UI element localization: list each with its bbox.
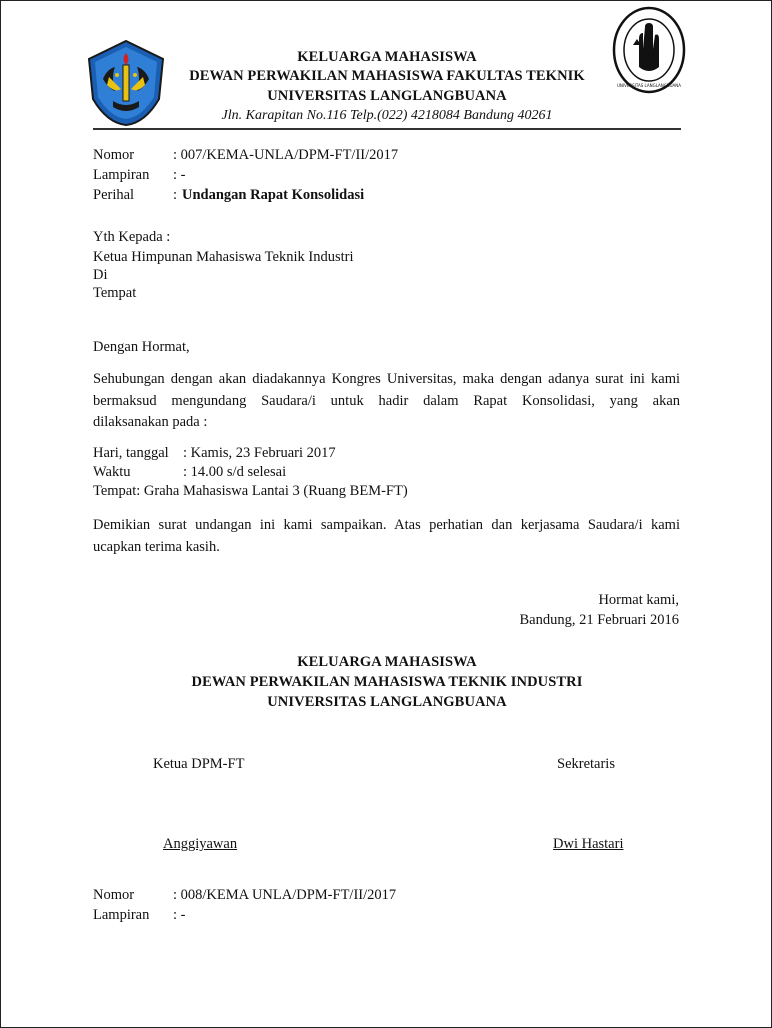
dpm-seal-logo [611,5,687,95]
org-footer-line-2: DEWAN PERWAKILAN MAHASISWA TEKNIK INDUSTRI [191,674,583,690]
next-nomor-label: Nomor [93,887,135,903]
header-line-3: UNIVERSITAS LANGLANGBUANA [267,88,507,104]
lampiran-label: Lampiran [93,167,150,183]
tempat-line: Tempat: Graha Mahasiswa Lantai 3 (Ruang BEM-FT) [93,483,408,499]
org-footer-line-3: UNIVERSITAS LANGLANGBUANA [267,694,507,710]
waktu-value: : 14.00 s/d selesai [183,464,287,480]
closing-hormat: Hormat kami, [598,592,679,608]
perihal-colon: : [173,187,178,203]
para2-line-2: ucapkan terima kasih. [93,539,220,555]
next-lampiran-value: : - [173,907,186,923]
para1-line-1: Sehubungan dengan akan diadakannya Kongres Universitas, maka dengan adanya surat ini kami [93,371,680,387]
greeting: Dengan Hormat, [93,339,190,355]
closing-place-date: Bandung, 21 Februari 2016 [519,612,679,628]
perihal-label: Perihal [93,187,135,203]
header-divider [93,128,681,130]
recipient-name: Ketua Himpunan Mahasiswa Teknik Industri [93,249,354,265]
hari-value: : Kamis, 23 Februari 2017 [183,445,336,461]
svg-text:UNIVERSITAS LANGLANGBUANA: UNIVERSITAS LANGLANGBUANA [617,83,681,88]
header-line-2: DEWAN PERWAKILAN MAHASISWA FAKULTAS TEKNIK [189,68,585,84]
recipient-di: Di [93,267,108,283]
hari-label: Hari, tanggal [93,445,169,461]
yth-kepada: Yth Kepada : [93,229,171,245]
para2-line-1: Demikian surat undangan ini kami sampaikan. Atas perhatian dan kerjasama Saudara/i kami [93,517,680,533]
signature-left-name: Anggiyawan [163,836,238,852]
header-line-1: KELUARGA MAHASISWA [297,49,477,65]
next-lampiran-label: Lampiran [93,907,150,923]
recipient-tempat: Tempat [93,285,137,301]
nomor-label: Nomor [93,147,135,163]
signature-left-title: Ketua DPM-FT [153,756,245,772]
perihal-value: Undangan Rapat Konsolidasi [182,187,365,203]
header-address: Jln. Karapitan No.116 Telp.(022) 4218084 Bandung 40261 [221,108,553,123]
org-footer-line-1: KELUARGA MAHASISWA [297,654,477,670]
signature-right-title: Sekretaris [557,756,615,772]
waktu-label: Waktu [93,464,131,480]
university-crest-logo [85,39,167,127]
para1-line-3: dilaksanakan pada : [93,414,208,430]
signature-right-name: Dwi Hastari [553,836,624,852]
para1-line-2: bermaksud mengundang Saudara/i untuk hadir dalam Rapat Konsolidasi, yang akan [93,393,680,409]
next-nomor-value: : 008/KEMA UNLA/DPM-FT/II/2017 [173,887,397,903]
nomor-value: : 007/KEMA-UNLA/DPM-FT/II/2017 [173,147,399,163]
lampiran-value: : - [173,167,186,183]
